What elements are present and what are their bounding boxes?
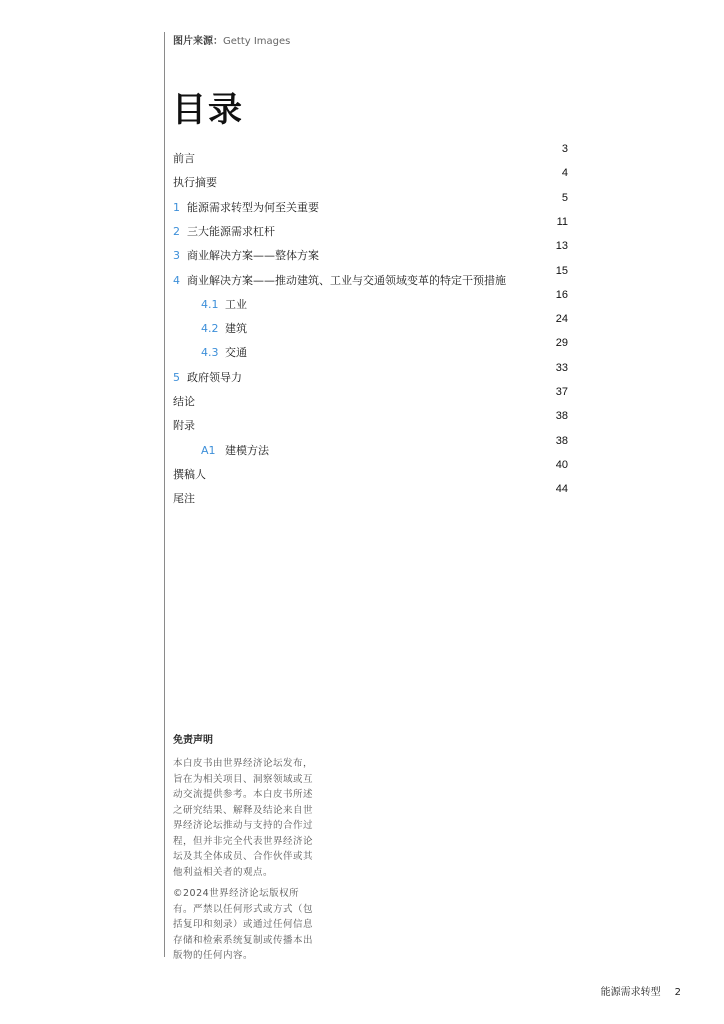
toc-entry-label: 建筑 [225,322,247,336]
toc-entry-label: 工业 [225,297,247,311]
toc-entry-label: 前言 [173,152,195,165]
toc-entry-page: 13 [555,240,568,253]
copyright-paragraph: ©2024世界经济论坛版权所有。严禁以任何形式或方式（包括复印和刻录）或通过任何信息存储和检索系统复制或传播本出版物的任何内容。 [173,888,314,961]
toc-entry[interactable] [173,240,568,267]
toc-entry-number: 1 [173,200,180,214]
toc-entry[interactable] [173,361,568,389]
toc-entry[interactable] [173,410,568,437]
toc-entry-label: 执行摘要 [173,176,217,190]
toc-entry-number: A1 [201,443,216,457]
toc-entry-label: 三大能源需求杠杆 [187,224,275,238]
toc-entry[interactable] [173,483,568,510]
toc-entry-label: 商业解决方案——整体方案 [187,249,319,263]
toc-entry-page: 5 [561,191,568,204]
toc-entry-number: 4.3 [201,346,219,360]
toc-entry-label: 政府领导力 [187,370,242,384]
disclaimer-heading: 免责声明 [173,735,213,746]
toc-entry[interactable] [173,167,568,194]
toc-entry-page: 38 [555,434,568,447]
toc-entry-label: 商业解决方案——推动建筑、工业与交通领域变革的特定干预措施 [187,273,506,287]
toc-entry-page: 15 [555,264,568,277]
toc-entry-label: 交通 [225,346,247,360]
toc-entry-page: 24 [555,313,568,326]
toc-entry-label: 尾注 [173,492,195,506]
toc-entry-number: 5 [173,370,180,384]
toc-entry[interactable] [173,215,568,243]
toc-entry-page: 40 [555,458,568,471]
toc-entry-page: 3 [561,143,568,155]
page-title: 目录 [172,90,244,130]
footer-doc-title: 能源需求转型 [600,987,661,998]
toc-entry[interactable] [173,143,568,170]
margin-rule [164,32,165,957]
toc-entry-label: 能源需求转型为何至关重要 [187,200,319,214]
toc-entry[interactable] [173,386,568,413]
toc-entry-label: 建模方法 [225,443,269,457]
page-footer [601,983,681,998]
toc-entry-label: 撰稿人 [173,467,206,481]
toc-entry-label: 结论 [173,395,195,408]
toc-entry[interactable] [173,191,568,219]
toc-entry-label: 附录 [173,419,195,433]
toc-entry-page: 37 [555,386,568,398]
disclaimer-paragraph: 本白皮书由世界经济论坛发布，旨在为相关项目、洞察领域或互动交流提供参考。本白皮书所述之研究结果、解释及结论来自世界经济论坛推动与支持的合作过程，但并非完全代表世界经济论坛及其全体成员、合作伙伴或其他利益相关者的观点。 [173,758,314,878]
image-credit [173,32,290,47]
toc-entry-number: 4.2 [201,322,219,336]
toc-entry[interactable] [173,313,568,340]
image-credit-value: Getty Images [223,36,291,47]
toc-entry-number: 4.1 [201,297,219,311]
toc-entry[interactable] [173,434,568,462]
toc-entry-page: 16 [555,288,568,301]
toc-entry-number: 2 [173,224,180,238]
toc-entry[interactable] [173,337,568,364]
toc-entry[interactable] [173,264,568,292]
toc-entry-page: 38 [555,410,568,423]
toc-entry-page: 29 [555,337,568,350]
toc-entry-page: 4 [561,167,568,180]
toc-entry[interactable] [173,458,568,486]
toc-entry-page: 11 [556,215,568,228]
toc-entry-page: 44 [555,483,568,496]
toc-entry[interactable] [173,288,568,316]
toc-entry-number: 4 [173,273,180,287]
footer-page-number: 2 [674,987,681,998]
image-credit-label: 图片来源： [173,36,223,47]
toc-entry-number: 3 [173,249,180,263]
disclaimer [173,731,318,970]
toc-entry-page: 33 [555,361,568,374]
